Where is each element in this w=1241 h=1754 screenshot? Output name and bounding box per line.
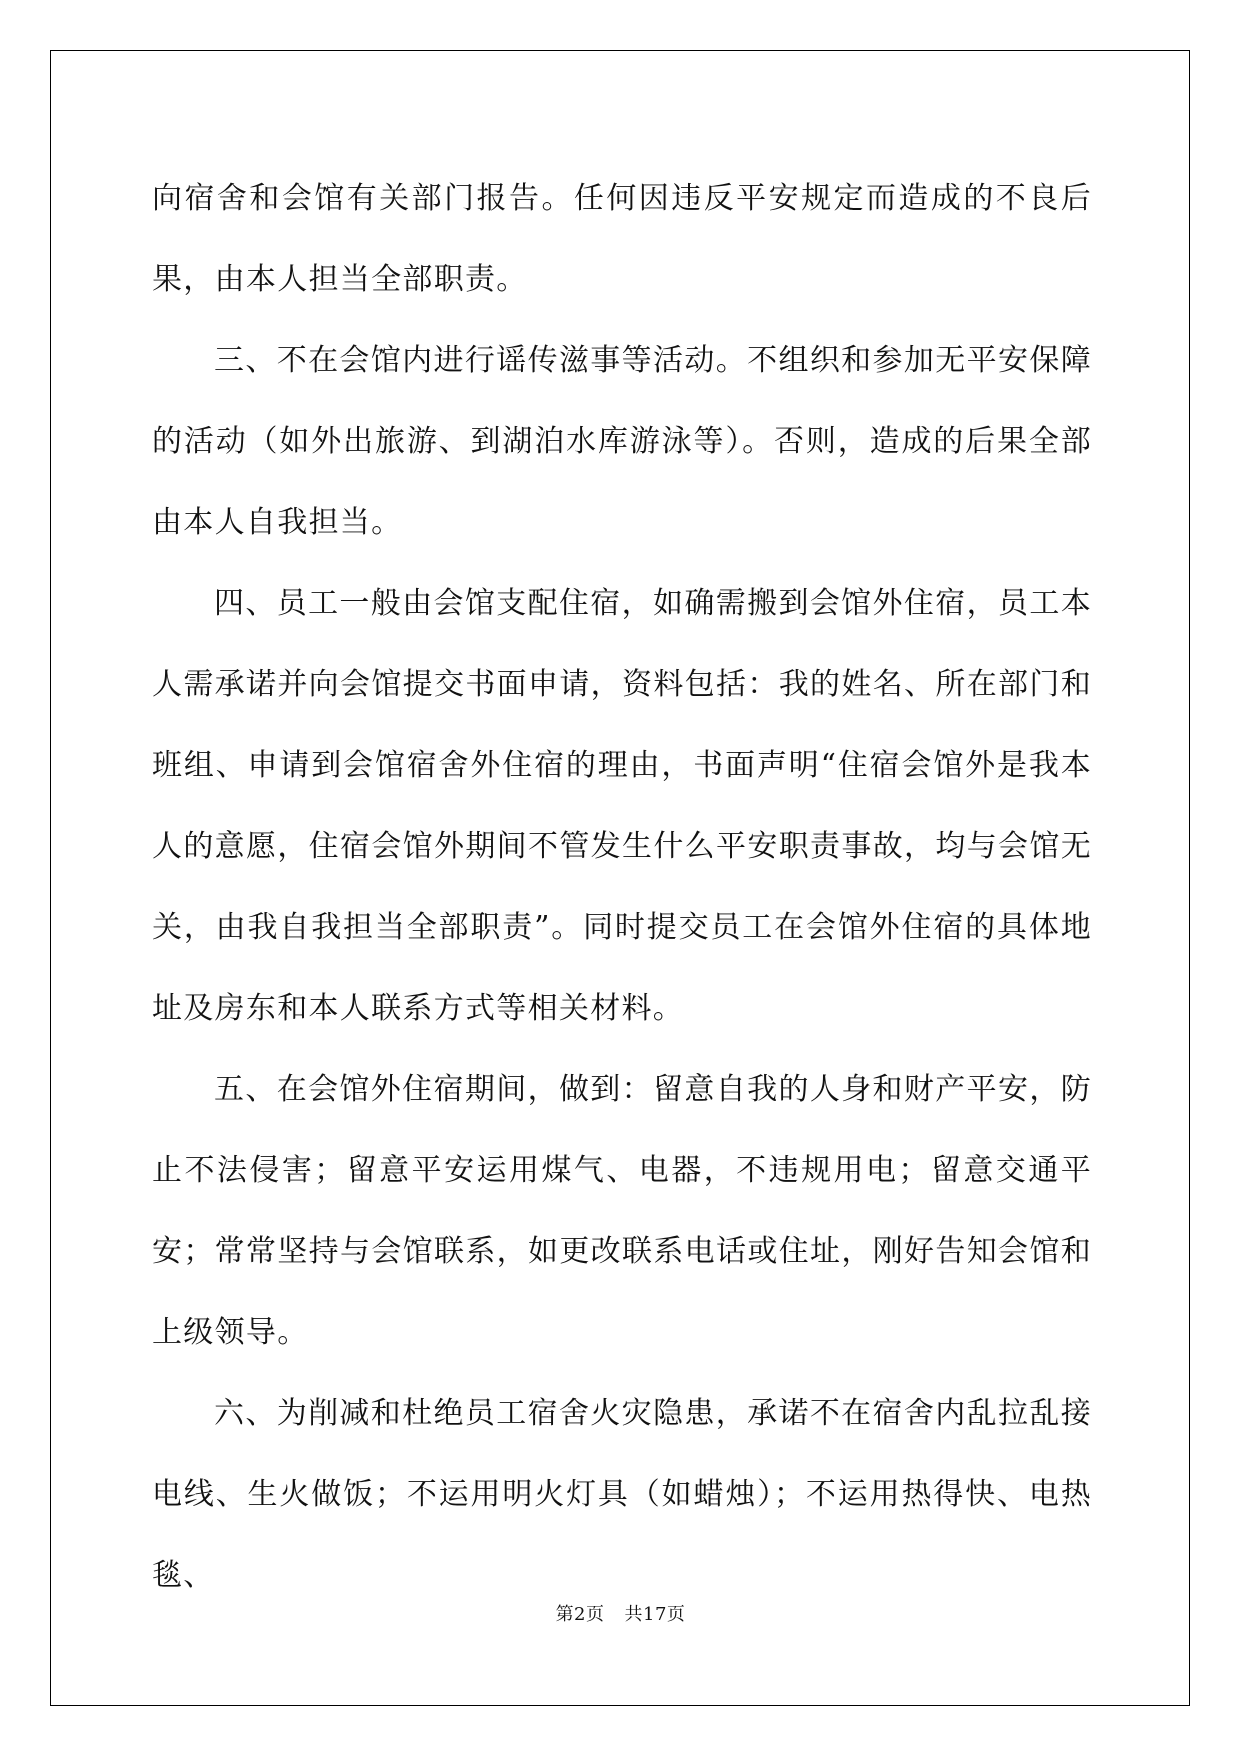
page-total: 共17页 [624,1604,686,1625]
paragraph-5: 六、为削减和杜绝员工宿舍火灾隐患，承诺不在宿舍内乱拉乱接电线、生火做饭；不运用明火灯具（如蜡烛）；不运用热得快、电热毯、 [152,1396,1092,1593]
page-number: 第2页 [555,1604,605,1625]
paragraph-2: 三、不在会馆内进行谣传滋事等活动。不组织和参加无平安保障的活动（如外出旅游、到湖泊水库游泳等）。否则，造成的后果全部由本人自我担当。 [152,343,1092,540]
page-footer [0,1600,1241,1626]
paragraph-1: 向宿舍和会馆有关部门报告。任何因违反平安规定而造成的不良后果，由本人担当全部职责。 [152,181,1092,297]
document-body [152,158,1092,1616]
paragraph-4: 五、在会馆外住宿期间，做到：留意自我的人身和财产平安，防止不法侵害；留意平安运用煤气、电器，不违规用电；留意交通平安；常常坚持与会馆联系，如更改联系电话或住址，刚好告知会馆和上级领导。 [152,1072,1092,1350]
paragraph-3: 四、员工一般由会馆支配住宿，如确需搬到会馆外住宿，员工本人需承诺并向会馆提交书面申请，资料包括：我的姓名、所在部门和班组、申请到会馆宿舍外住宿的理由，书面声明“住宿会馆外是我本人的意愿，住宿会馆外期间不管发生什么平安职责事故，均与会馆无关，由我自我担当全部职责”。同时提交员工在会馆外住宿的具体地址及房东和本人联系方式等相关材料。 [152,586,1092,1026]
